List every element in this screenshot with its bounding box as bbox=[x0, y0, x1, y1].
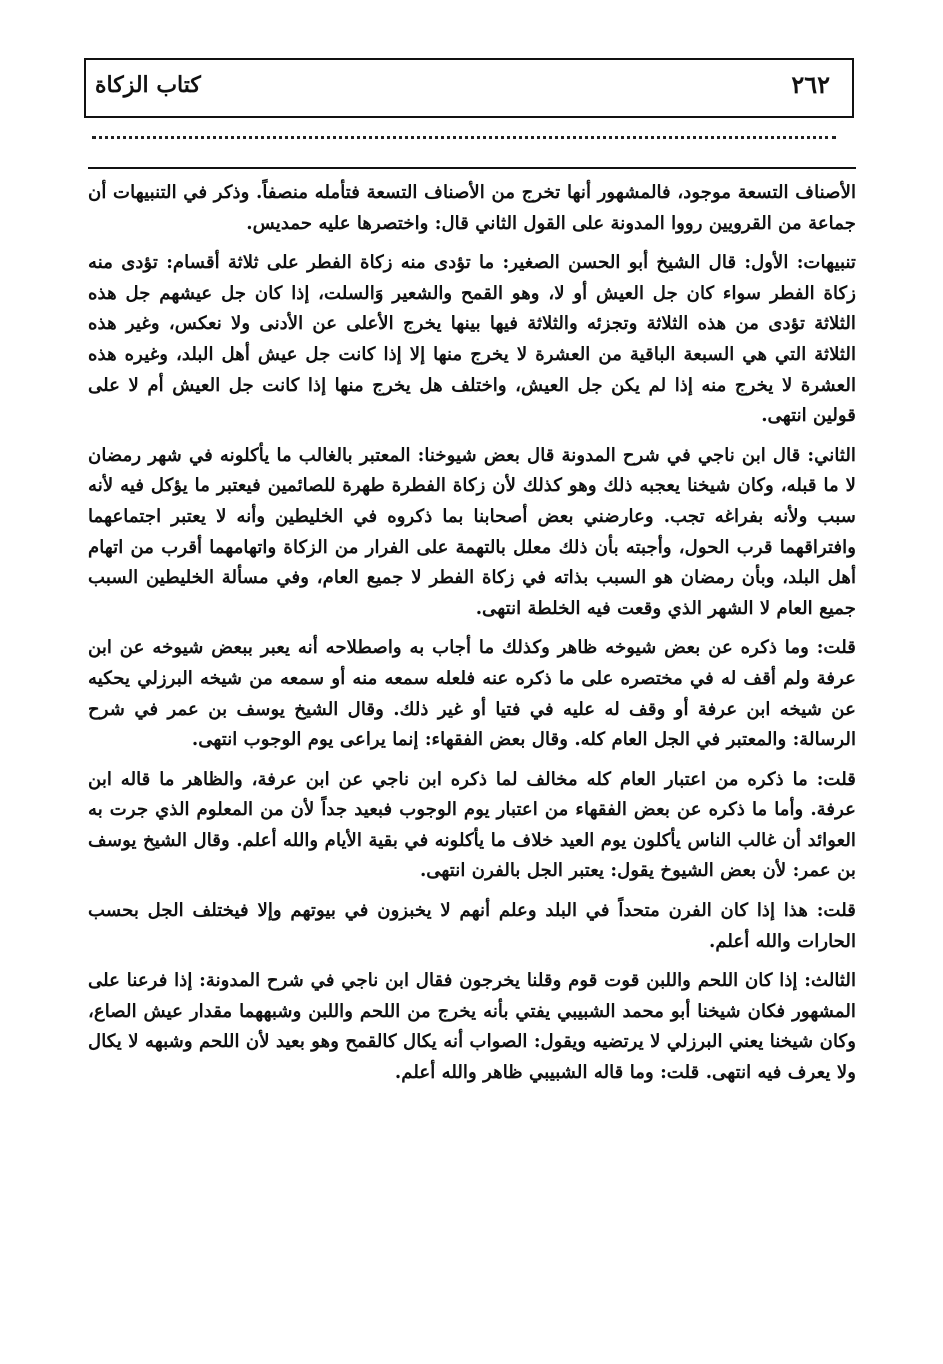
paragraph-1: الأصناف التسعة موجود، فالمشهور أنها تخرج من الأصناف التسعة فتأمله منصفاً. وذكر في التنبيهات أن جماعة من القرويين رووا المدونة على القول الثاني قال: واختصرها عليه حمديس. bbox=[88, 182, 856, 234]
dotted-separator bbox=[92, 136, 836, 139]
page-body bbox=[88, 178, 856, 1328]
paragraph-3: الثاني: قال ابن ناجي في شرح المدونة قال بعض شيوخنا: المعتبر بالغالب ما يأكلونه في شهر رمضان لا ما قبله، وكان شيخنا يعجبه ذلك وهو كذلك لأن زكاة الفطرة طهرة للصائمين فيعتبر ما يؤكل فيه لأنه سبب ولأنه بفراغه تجب. وعارضني بعض أصحابنا بما ذكروه في الخليطين وأنه لا يعتبر اجتماعهما وافتراقهما قرب الحول، وأجبته بأن ذلك معلل بالتهمة على الفرار من الزكاة واتهامهما أقرب من اتهام أهل البلد، وبأن رمضان هو السبب بذاته في زكاة الفطر لا جميع العام، وفي مسألة الخليطين السبب جميع العام لا الشهر الذي وقعت فيه الخلطة انتهى. bbox=[88, 444, 856, 619]
paragraph-4: قلت: وما ذكره عن بعض شيوخه ظاهر وكذلك ما أجاب به واصطلاحه أنه يعبر ببعض شيوخه عن ابن عرفة ولم أقف له في مختصره على ما ذكره عنه فلعله سمعه منه أو سمعه من شيخه البرزلي يحكيه عن شيخه ابن عرفة أو وقف له عليه في فتيا أو غير ذلك. وقال الشيخ يوسف بن عمر في شرح الرسالة: والمعتبر في الجل العام كله. وقال بعض الفقهاء: إنما يراعى يوم الوجوب انتهى. bbox=[88, 637, 856, 751]
paragraph-2: تنبيهات: الأول: قال الشيخ أبو الحسن الصغير: ما تؤدى منه زكاة الفطر على ثلاثة أقسام: تؤدى منه زكاة الفطر سواء كان جل العيش أو لا، وهو القمح والشعير وَالسلت، إذا كان جل عيشهم جل هذه الثلاثة تؤدى من هذه الثلاثة وتجزئه والثلاثة فيها بينها يخرج الأعلى عن الأدنى ولا نعكس، وغير هذه الثلاثة التي هي السبعة الباقية من العشرة لا يخرج منها إلا إذا كانت جل عيش أهل البلد، وغيره هذه العشرة لا يخرج منه إذا لم يكن جل العيش، واختلف هل يخرج منها إذا كانت جل العيش أم لا على قولين انتهى. bbox=[88, 252, 856, 427]
horizontal-rule bbox=[88, 167, 856, 169]
page-number: ٢٦٢ bbox=[791, 70, 830, 99]
paragraph-6: قلت: هذا إذا كان الفرن متحداً في البلد وعلم أنهم لا يخبزون في بيوتهم وإلا فيختلف الجل بحسب الحارات والله أعلم. bbox=[88, 900, 856, 952]
running-title: كتاب الزكاة bbox=[95, 72, 201, 98]
paragraph-5: قلت: ما ذكره من اعتبار العام كله مخالف لما ذكره ابن ناجي عن ابن عرفة، والظاهر ما قاله ابن عرفة. وأما ما ذكره عن بعض الفقهاء من اعتبار يوم الوجوب فبعيد جداً لأن من المعلوم الذي جرت به العوائد أن غالب الناس يأكلون يوم العيد خلاف ما يأكلونه في بقية الأيام والله أعلم. وقال الشيخ يوسف بن عمر: لأن بعض الشيوخ يقول: يعتبر الجل بالفرن انتهى. bbox=[88, 768, 856, 882]
paragraph-7: الثالث: إذا كان اللحم واللبن قوت قوم وقلنا يخرجون فقال ابن ناجي في شرح المدونة: إذا فرعنا على المشهور فكان شيخنا أبو محمد الشبيبي يفتي بأنه يخرج من اللحم واللبن وشبههما مقدار عيش الصاع، وكان شيخنا يعني البرزلي لا يرتضيه ويقول: الصواب أنه يكال كالقمح وهو بعيد لأن اللحم وشبهه لا يكال ولا يعرف فيه انتهى. قلت: وما قاله الشبيبي ظاهر والله أعلم. bbox=[88, 970, 856, 1084]
